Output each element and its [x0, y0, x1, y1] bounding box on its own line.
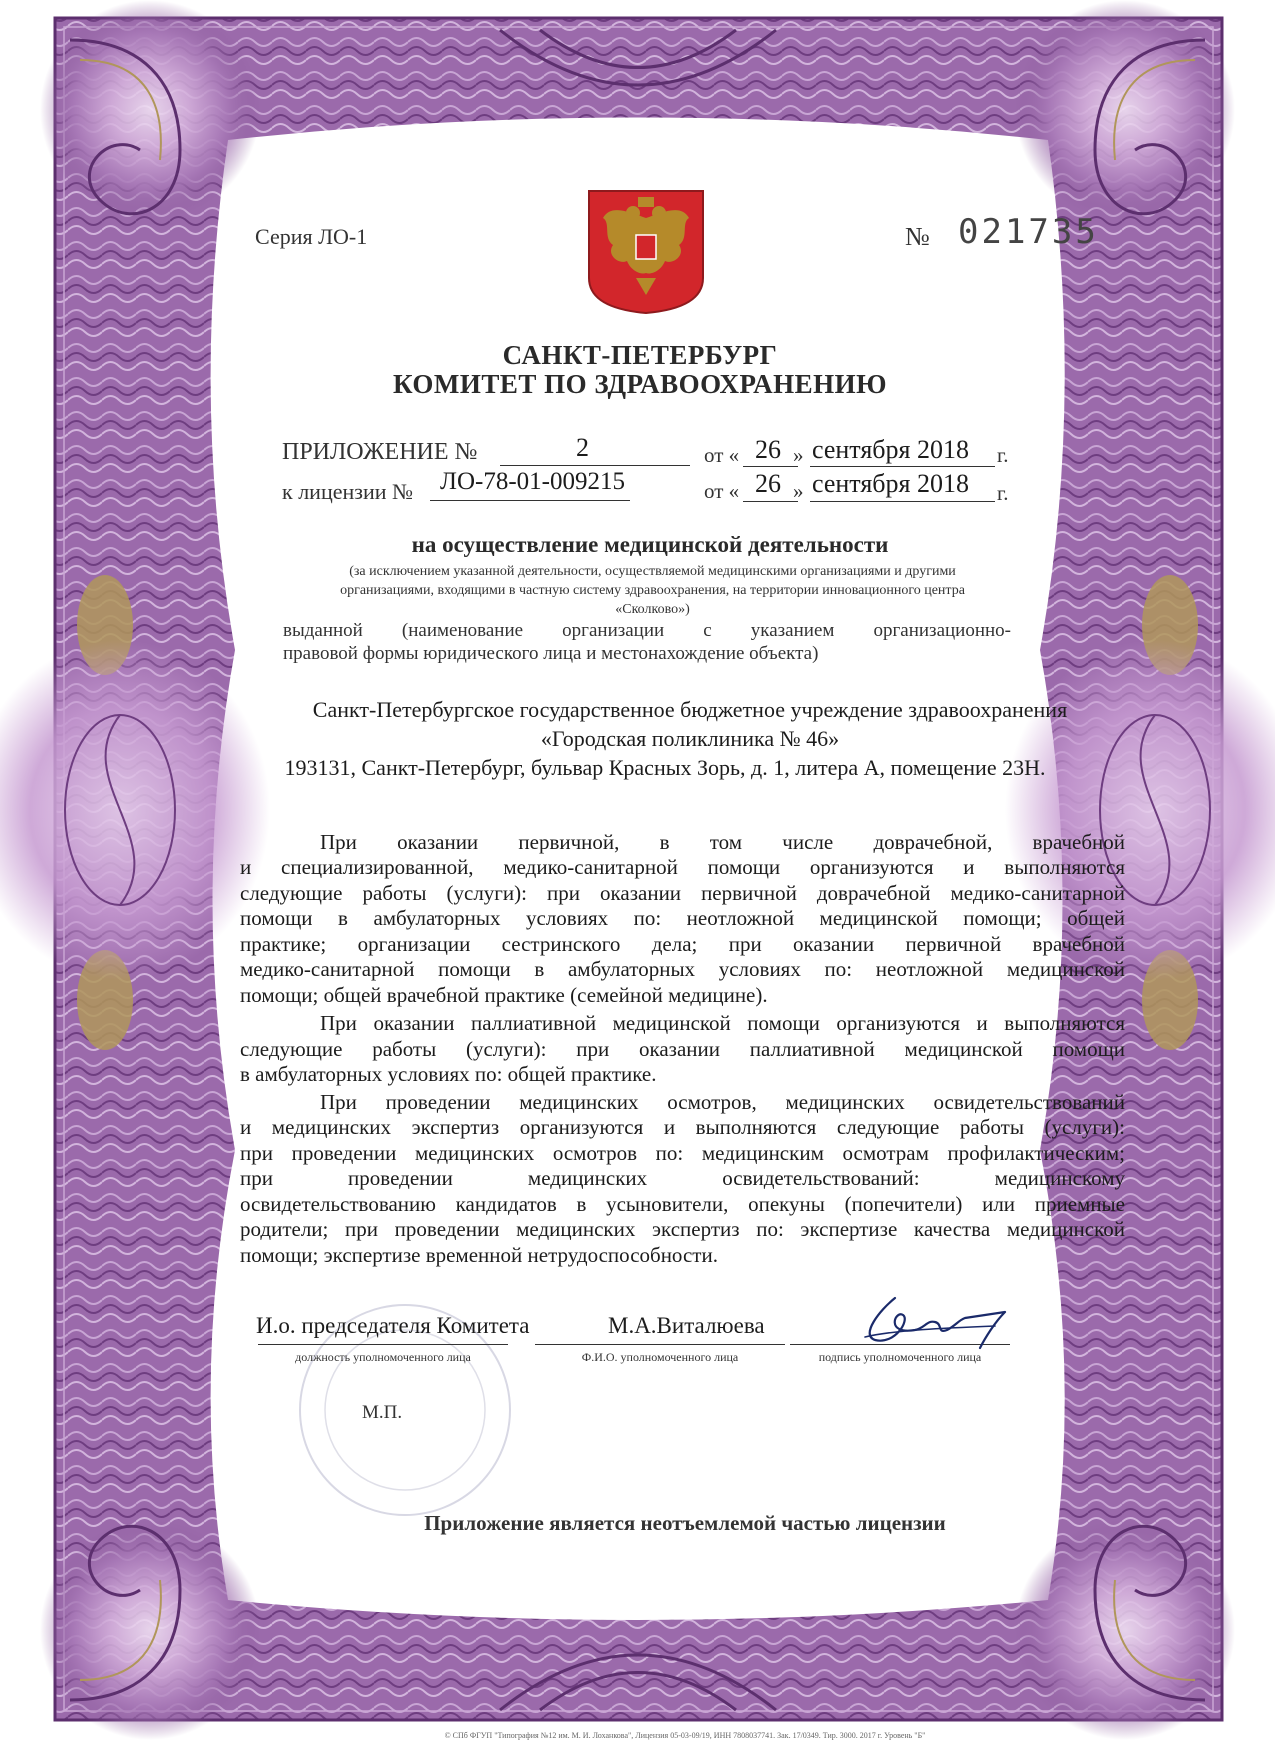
printer-info: © СПб ФГУП "Типография №12 им. М. И. Лоханкова", Лицензия 05-03-09/19, ИНН 7808037741. Зак. 17/0349. Тир. 3000. 2017 г. Уровень "Б": [444, 1731, 926, 1740]
license-month-line: [810, 501, 995, 502]
quote-close-1: »: [793, 443, 804, 467]
activity-note-1: (за исключением указанной деятельности, осуществляемой медицинскими организациями и другими: [349, 564, 956, 579]
text-line: при проведении медицинских осмотров по: медицинским осмотрам профилактическим;: [240, 1141, 1125, 1165]
license-number: ЛО-78-01-009215: [440, 468, 625, 495]
text-line: При оказании паллиативной медицинской помощи организуются и выполняются: [320, 1011, 1125, 1035]
license-number-line: [430, 500, 630, 501]
from-label-2: от «: [704, 479, 740, 503]
appendix-month-year: сентября 2018: [812, 435, 969, 464]
coat-of-arms-emblem: [581, 183, 711, 318]
text-line: родители; при проведении медицинских экспертиз по: экспертизе качества медицинской: [240, 1217, 1125, 1241]
caption-signature: подпись уполномоченного лица: [818, 1350, 982, 1364]
issued-line-2: правовой формы юридического лица и местонахождение объекта): [283, 643, 819, 664]
text-line: следующие работы (услуги): при оказании паллиативной медицинской помощи: [240, 1037, 1125, 1061]
series-label: Серия ЛО-1: [255, 224, 368, 249]
license-day: 26: [755, 469, 781, 498]
appendix-statement: Приложение является неотъемлемой частью лицензии: [424, 1511, 946, 1535]
activity-note-2: организациями, входящими в частную систему здравоохранения, на территории инновационного центра: [340, 583, 965, 598]
caption-name: Ф.И.О. уполномоченного лица: [581, 1350, 739, 1364]
text-line: освидетельствованию кандидатов в усыновители, опекуны (попечители) или приемные: [240, 1192, 1125, 1216]
issued-line-1: выданной (наименование организации с указанием организационно-: [283, 620, 1011, 641]
activity-title: на осуществление медицинской деятельности: [411, 532, 889, 557]
text-line: помощи в амбулаторных условиях по: неотложной медицинской помощи; общей: [240, 906, 1125, 930]
organization-name-1: Санкт-Петербургское государственное бюджетное учреждение здравоохранения: [312, 697, 1068, 722]
text-line: При оказании первичной, в том числе доврачебной, врачебной: [320, 830, 1125, 854]
license-day-line: [743, 501, 798, 502]
text-line: при проведении медицинских освидетельствований: медицинскому: [240, 1166, 1125, 1190]
text-line: и специализированной, медико-санитарной помощи организуются и выполняются: [240, 855, 1125, 879]
appendix-day: 26: [755, 435, 781, 464]
name-line: [535, 1344, 785, 1345]
organization-address: 193131, Санкт-Петербург, бульвар Красных Зорь, д. 1, литера А, помещение 23Н.: [284, 755, 1046, 780]
appendix-number-line: [500, 465, 690, 466]
year-suffix-2: г.: [997, 481, 1009, 505]
signatory-name: М.А.Виталюева: [608, 1313, 765, 1338]
appendix-day-line: [743, 466, 798, 467]
text-line: помощи; экспертизе временной нетрудоспособности.: [240, 1243, 718, 1267]
text-line: помощи; общей врачебной практике (семейной медицине).: [240, 983, 768, 1007]
caption-position: должность уполномоченного лица: [295, 1350, 471, 1364]
organization-name-2: «Городская поликлиника № 46»: [540, 726, 840, 751]
text-line: и медицинских экспертиз организуются и выполняются следующие работы (услуги):: [240, 1115, 1125, 1139]
city-heading: САНКТ-ПЕТЕРБУРГ: [502, 340, 778, 370]
number-sign: №: [905, 222, 930, 251]
committee-heading: КОМИТЕТ ПО ЗДРАВООХРАНЕНИЮ: [393, 369, 887, 399]
appendix-month-line: [810, 466, 995, 467]
text-line: медико-санитарной помощи в амбулаторных условиях по: неотложной медицинской: [240, 957, 1125, 981]
activity-note-3: «Сколково»): [615, 602, 690, 617]
handwritten-signature: [855, 1290, 1015, 1355]
text-line: в амбулаторных условиях по: общей практике.: [240, 1062, 657, 1086]
appendix-label: ПРИЛОЖЕНИЕ №: [282, 439, 478, 465]
signatory-position: И.о. председателя Комитета: [256, 1313, 530, 1338]
license-month-year: сентября 2018: [812, 469, 969, 498]
text-line: При проведении медицинских осмотров, медицинских освидетельствований: [320, 1090, 1125, 1114]
quote-close-2: »: [793, 479, 804, 503]
appendix-number: 2: [576, 433, 589, 462]
from-label-1: от «: [704, 443, 740, 467]
text-line: следующие работы (услуги): при оказании первичной доврачебной медико-санитарной: [240, 881, 1125, 905]
stamp-place-label: М.П.: [362, 1402, 403, 1423]
text-line: практике; организации сестринского дела; при оказании первичной врачебной: [240, 932, 1125, 956]
position-line: [258, 1344, 508, 1345]
license-label: к лицензии №: [282, 479, 413, 504]
form-number: 021735: [958, 212, 1099, 252]
year-suffix-1: г.: [997, 443, 1009, 467]
